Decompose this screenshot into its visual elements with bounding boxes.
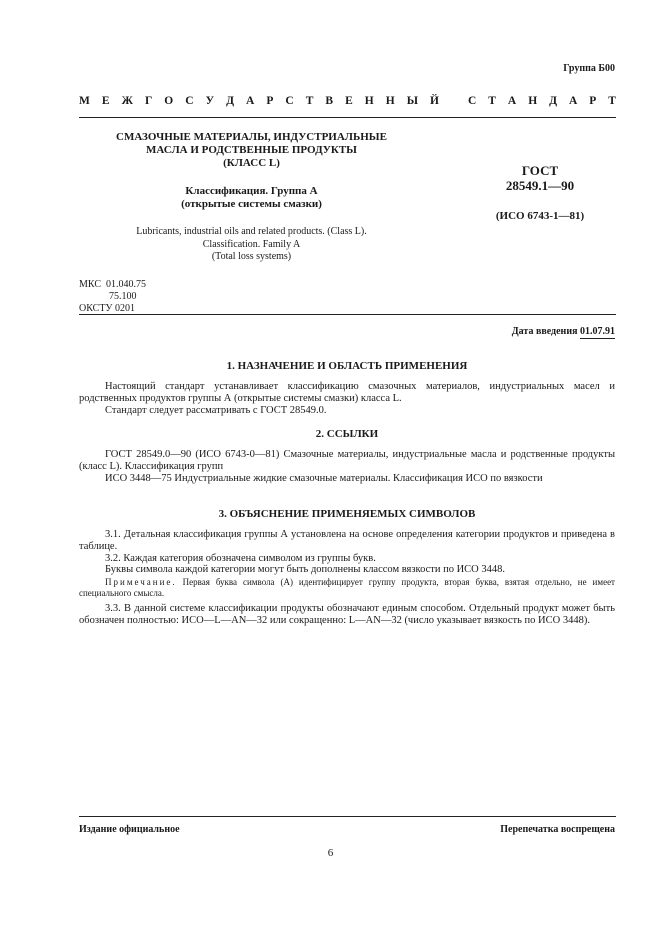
header-letter: М bbox=[79, 95, 90, 107]
footer-reprint-prohibited: Перепечатка воспрещена bbox=[500, 824, 615, 835]
title-line-1: СМАЗОЧНЫЕ МАТЕРИАЛЫ, ИНДУСТРИАЛЬНЫЕ bbox=[116, 131, 387, 143]
section-3-paragraph-3: Буквы символа каждой категории могут быть дополнены классом вязкости по ИСО 3448. bbox=[105, 564, 506, 575]
section-1-paragraph-2: Стандарт следует рассматривать с ГОСТ 28549.0. bbox=[105, 405, 327, 416]
header-letter: А bbox=[569, 95, 578, 107]
okstu-code: ОКСТУ 0201 bbox=[79, 303, 136, 314]
footer-official-edition: Издание официальное bbox=[79, 824, 180, 835]
section-1-title: 1. НАЗНАЧЕНИЕ И ОБЛАСТЬ ПРИМЕНЕНИЯ bbox=[226, 360, 468, 372]
gost-number: 28549.1—90 bbox=[505, 178, 575, 193]
header-letter: Й bbox=[430, 95, 439, 107]
header-letter: Г bbox=[144, 95, 153, 107]
title-en-line-1: Lubricants, industrial oils and related products. (Class L). bbox=[136, 226, 367, 237]
intro-date-value: 01.07.91 bbox=[580, 326, 615, 337]
header-letter: А bbox=[246, 95, 255, 107]
header-word-standard bbox=[468, 95, 616, 110]
subtitle-line-1: Классификация. Группа А bbox=[185, 185, 318, 197]
section-1-paragraph-1: Настоящий стандарт устанавливает классификацию смазочных материалов, индустриальных масел и родственных продуктов группы А (открытые системы смазки) класса L. bbox=[79, 381, 615, 404]
header-letter: А bbox=[507, 95, 517, 107]
iso-reference: (ИСО 6743-1—81) bbox=[495, 210, 585, 222]
header-letter: С bbox=[185, 95, 194, 107]
gost-designation bbox=[470, 163, 610, 193]
section-3-note bbox=[79, 577, 615, 599]
header-letter: Р bbox=[266, 95, 274, 107]
header-letter: В bbox=[325, 95, 334, 107]
group-label: Группа Б00 bbox=[563, 63, 615, 74]
section-3-paragraph-2: 3.2. Каждая категория обозначена символом из группы букв. bbox=[105, 553, 376, 564]
mks-code-2: 75.100 bbox=[109, 291, 137, 302]
header-letter: Т bbox=[608, 95, 616, 107]
mks-code-1: 01.040.75 bbox=[105, 279, 146, 290]
header-letter: Т bbox=[305, 95, 314, 107]
note-text: Первая буква символа (А) идентифицирует группу продукта, вторая буква, взятая отдельно, не имеет специального смысла. bbox=[79, 577, 615, 598]
standard-header bbox=[79, 95, 616, 110]
header-letter: О bbox=[164, 95, 174, 107]
section-3-paragraph-1: 3.1. Детальная классификация группы А установлена на основе определения категории продуктов и приведена в таблице. bbox=[79, 529, 615, 552]
footer-rule bbox=[79, 816, 616, 817]
title-en-line-3: (Total loss systems) bbox=[211, 251, 292, 262]
header-letter: У bbox=[205, 95, 215, 107]
section-2-paragraph-1: ГОСТ 28549.0—90 (ИСО 6743-0—81) Смазочные материалы, индустриальные масла и родственные продукты (класс L). Классификация групп bbox=[79, 449, 615, 472]
header-letter: С bbox=[285, 95, 294, 107]
header-letter: Ж bbox=[121, 95, 133, 107]
title-en-line-2: Classification. Family A bbox=[202, 238, 301, 250]
section-3-paragraph-4: 3.3. В данной системе классификации продукты обозначают единым способом. Отдельный продукт может быть обозначен полностью: ИСО—L—AN—32 или сокращенно: L—AN—32 (число указывает вязкость по ИСО 3448). bbox=[79, 603, 615, 626]
title-line-3: (КЛАСС L) bbox=[223, 157, 280, 169]
page-number: 6 bbox=[327, 847, 334, 859]
section-3-title: 3. ОБЪЯСНЕНИЕ ПРИМЕНЯЕМЫХ СИМВОЛОВ bbox=[218, 508, 476, 520]
header-rule bbox=[79, 117, 616, 118]
mks-label: МКС bbox=[79, 279, 101, 290]
header-word-interstate bbox=[79, 95, 439, 110]
header-letter: Д bbox=[226, 95, 234, 107]
title-ru bbox=[79, 131, 424, 170]
header-letter: С bbox=[468, 95, 477, 107]
header-letter: Е bbox=[101, 95, 110, 107]
header-letter: Т bbox=[488, 95, 496, 107]
intro-date-label: Дата введения bbox=[511, 326, 578, 337]
section-2-title: 2. ССЫЛКИ bbox=[315, 428, 379, 440]
title-line-2: МАСЛА И РОДСТВЕННЫЕ ПРОДУКТЫ bbox=[146, 144, 357, 156]
header-letter: Ы bbox=[406, 95, 418, 107]
header-letter: Н bbox=[528, 95, 538, 107]
subtitle-line-2: (открытые системы смазки) bbox=[181, 198, 322, 210]
gost-label: ГОСТ bbox=[521, 163, 559, 178]
header-letter: Н bbox=[385, 95, 395, 107]
introduction-date bbox=[512, 326, 615, 337]
header-letter: Д bbox=[549, 95, 558, 107]
classification-codes bbox=[79, 279, 146, 315]
subtitle-ru bbox=[79, 185, 424, 211]
header-letter: Н bbox=[364, 95, 374, 107]
codes-rule bbox=[79, 314, 616, 315]
header-letter: Е bbox=[345, 95, 353, 107]
header-letter: Р bbox=[589, 95, 597, 107]
note-label: Примечание. bbox=[105, 577, 177, 587]
title-en bbox=[79, 226, 424, 264]
section-2-paragraph-2: ИСО 3448—75 Индустриальные жидкие смазочные материалы. Классификация ИСО по вязкости bbox=[105, 473, 543, 484]
